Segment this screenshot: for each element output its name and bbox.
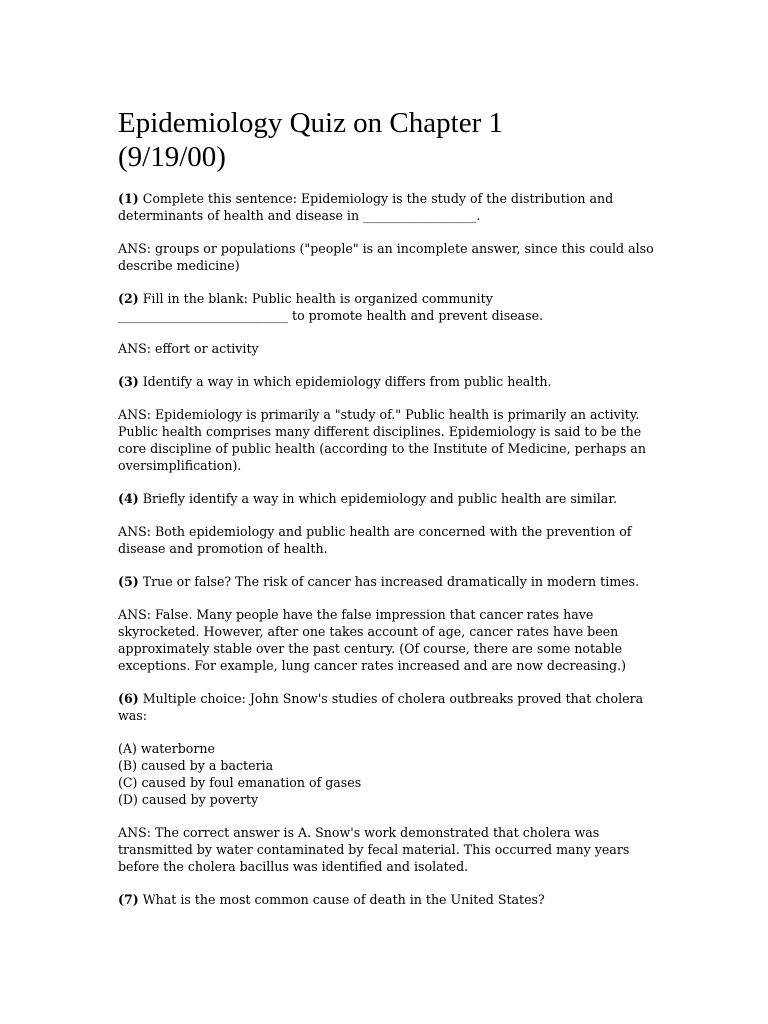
question-4 [118,490,658,507]
question-1-number: (1) [118,191,139,206]
question-5 [118,573,658,590]
question-1-text: Complete this sentence: Epidemiology is the study of the distribution and determinants of health and disease in __________________. [118,191,614,223]
question-4-text: Briefly identify a way in which epidemiology and public health are similar. [138,491,617,506]
question-2-number: (2) [118,291,139,306]
document-title [118,106,658,174]
question-7-text: What is the most common cause of death in the United States? [138,892,545,907]
choice-d: (D) caused by poverty [118,792,259,807]
question-6-text: Multiple choice: John Snow's studies of cholera outbreaks proved that cholera was: [118,691,644,723]
question-6 [118,690,658,724]
question-2-text-b: ___________________________ to promote health and prevent disease. [118,308,544,323]
question-3-text: Identify a way in which epidemiology differs from public health. [138,374,552,389]
answer-1: ANS: groups or populations ("people" is an incomplete answer, since this could also describe medicine) [118,241,654,273]
question-1 [118,190,658,224]
choice-b: (B) caused by a bacteria [118,758,274,773]
question-2-text-a: Fill in the blank: Public health is organized community [138,291,493,306]
document-page [118,106,658,908]
question-5-number: (5) [118,574,139,589]
question-5-text: True or false? The risk of cancer has increased dramatically in modern times. [138,574,640,589]
title-line-2: (9/19/00) [118,141,226,173]
answer-2: ANS: effort or activity [118,341,259,356]
answer-5: ANS: False. Many people have the false impression that cancer rates have skyrocketed. However, after one takes account of age, cancer rates have been approximately stable over the past century. (Of course, there are some notable exceptions. For example, lung cancer rates increased and are now decreasing.) [118,607,627,673]
question-3-number: (3) [118,374,139,389]
title-line-1: Epidemiology Quiz on Chapter 1 [118,107,503,139]
question-6-choices [118,740,658,808]
answer-3: ANS: Epidemiology is primarily a "study of." Public health is primarily an activity. Public health comprises many different disciplines. Epidemiology is said to be the core discipline of public health (according to the Institute of Medicine, perhaps an oversimplification). [118,407,646,473]
question-4-number: (4) [118,491,139,506]
question-6-number: (6) [118,691,139,706]
question-2 [118,290,658,324]
question-7-number: (7) [118,892,139,907]
choice-a: (A) waterborne [118,741,215,756]
answer-4: ANS: Both epidemiology and public health are concerned with the prevention of disease and promotion of health. [118,524,632,556]
question-3 [118,373,658,390]
question-7 [118,891,658,908]
choice-c: (C) caused by foul emanation of gases [118,775,362,790]
answer-6: ANS: The correct answer is A. Snow's work demonstrated that cholera was transmitted by water contaminated by fecal material. This occurred many years before the cholera bacillus was identified and isolated. [118,825,630,874]
